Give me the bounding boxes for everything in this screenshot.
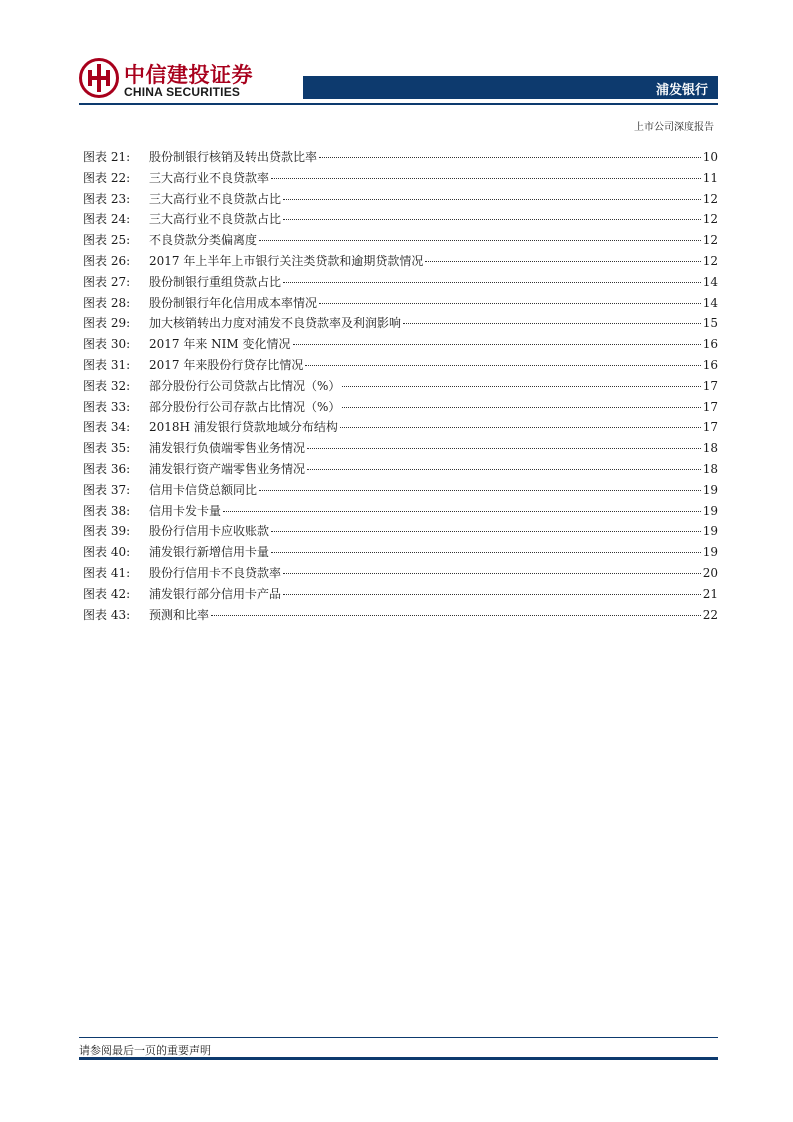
toc-dot-leader <box>259 490 701 491</box>
toc-entry[interactable] <box>83 335 718 356</box>
toc-figure-title: 2017 年来 NIM 变化情况 <box>149 337 291 352</box>
toc-dot-leader <box>342 386 700 387</box>
toc-entry[interactable] <box>83 190 718 211</box>
toc-figure-label: 图表 30: <box>83 337 131 352</box>
toc-entry[interactable] <box>83 294 718 315</box>
toc-figure-label: 图表 26: <box>83 253 131 268</box>
toc-figure-title: 部分股份行公司存款占比情况（%） <box>149 399 341 414</box>
table-of-figures <box>83 148 718 626</box>
toc-dot-leader <box>271 178 701 179</box>
toc-figure-title: 股份行信用卡不良贷款率 <box>149 565 282 580</box>
toc-figure-title: 2017 年上半年上市银行关注类贷款和逾期贷款情况 <box>149 253 424 268</box>
toc-figure-title: 股份制银行重组贷款占比 <box>149 274 282 289</box>
header-rule <box>79 103 718 105</box>
toc-figure-label: 图表 31: <box>83 357 131 372</box>
toc-figure-label: 图表 29: <box>83 316 131 331</box>
toc-entry[interactable] <box>83 231 718 252</box>
china-securities-logo <box>79 58 254 104</box>
toc-figure-label: 图表 25: <box>83 233 131 248</box>
toc-figure-title: 股份行信用卡应收账款 <box>149 524 270 539</box>
toc-figure-label: 图表 34: <box>83 420 131 435</box>
toc-figure-title: 浦发银行新增信用卡量 <box>149 545 270 560</box>
toc-entry[interactable] <box>83 398 718 419</box>
toc-page-number: 15 <box>702 316 718 331</box>
toc-entry[interactable] <box>83 356 718 377</box>
toc-figure-label: 图表 36: <box>83 461 131 476</box>
toc-page-number: 17 <box>702 378 718 393</box>
toc-entry[interactable] <box>83 606 718 627</box>
toc-figure-label: 图表 37: <box>83 482 131 497</box>
toc-dot-leader <box>271 531 701 532</box>
toc-dot-leader <box>307 448 701 449</box>
company-name: 浦发银行 <box>655 83 708 98</box>
toc-dot-leader <box>283 219 701 220</box>
toc-dot-leader <box>319 157 701 158</box>
toc-figure-title: 三大高行业不良贷款率 <box>149 170 270 185</box>
toc-page-number: 14 <box>702 295 718 310</box>
toc-dot-leader <box>283 199 701 200</box>
toc-page-number: 12 <box>702 212 718 227</box>
toc-page-number: 19 <box>702 482 718 497</box>
toc-entry[interactable] <box>83 502 718 523</box>
toc-dot-leader <box>283 573 701 574</box>
toc-figure-title: 股份制银行核销及转出贷款比率 <box>149 150 318 164</box>
toc-figure-label: 图表 43: <box>83 607 131 622</box>
logo-english-name: CHINA SECURITIES <box>124 85 241 99</box>
report-type: 上市公司深度报告 <box>634 122 714 133</box>
toc-figure-title: 信用卡信贷总额同比 <box>149 482 258 497</box>
china-securities-logo-icon <box>79 58 119 98</box>
toc-page-number: 19 <box>702 524 718 539</box>
toc-figure-label: 图表 40: <box>83 545 131 560</box>
footer-rule <box>79 1037 718 1038</box>
toc-dot-leader <box>307 469 701 470</box>
toc-figure-title: 浦发银行部分信用卡产品 <box>149 586 282 601</box>
toc-page-number: 16 <box>702 337 718 352</box>
footer-bar <box>79 1057 718 1060</box>
toc-page-number: 17 <box>702 420 718 435</box>
toc-page-number: 14 <box>702 274 718 289</box>
toc-figure-label: 图表 38: <box>83 503 131 518</box>
toc-dot-leader <box>340 427 701 428</box>
toc-figure-label: 图表 28: <box>83 295 131 310</box>
toc-figure-title: 三大高行业不良贷款占比 <box>149 212 282 227</box>
toc-entry[interactable] <box>83 481 718 502</box>
header-bar <box>303 76 718 99</box>
toc-figure-title: 信用卡发卡量 <box>149 503 222 518</box>
toc-page-number: 20 <box>702 565 718 580</box>
toc-figure-title: 加大核销转出力度对浦发不良贷款率及利润影响 <box>149 316 402 331</box>
toc-entry[interactable] <box>83 585 718 606</box>
toc-figure-label: 图表 21: <box>83 150 131 164</box>
toc-entry[interactable] <box>83 210 718 231</box>
footer-disclaimer: 请参阅最后一页的重要声明 <box>79 1044 211 1057</box>
toc-page-number: 19 <box>702 545 718 560</box>
toc-figure-title: 浦发银行资产端零售业务情况 <box>149 461 306 476</box>
toc-dot-leader <box>319 303 701 304</box>
toc-page-number: 18 <box>702 461 718 476</box>
logo-chinese-name: 中信建投证券 <box>124 63 253 87</box>
toc-figure-title: 三大高行业不良贷款占比 <box>149 191 282 206</box>
toc-entry[interactable] <box>83 460 718 481</box>
toc-page-number: 16 <box>702 357 718 372</box>
toc-entry[interactable] <box>83 314 718 335</box>
toc-page-number: 17 <box>702 399 718 414</box>
toc-entry[interactable] <box>83 377 718 398</box>
toc-figure-title: 股份制银行年化信用成本率情况 <box>149 295 318 310</box>
toc-figure-label: 图表 27: <box>83 274 131 289</box>
toc-entry[interactable] <box>83 439 718 460</box>
toc-figure-title: 预测和比率 <box>149 607 210 622</box>
toc-entry[interactable] <box>83 418 718 439</box>
toc-figure-title: 2018H 浦发银行贷款地域分布结构 <box>149 420 338 435</box>
toc-page-number: 18 <box>702 441 718 456</box>
toc-page-number: 12 <box>702 253 718 268</box>
toc-dot-leader <box>259 240 701 241</box>
toc-page-number: 19 <box>702 503 718 518</box>
toc-dot-leader <box>271 552 701 553</box>
toc-page-number: 21 <box>702 586 718 601</box>
toc-page-number: 10 <box>702 150 718 164</box>
toc-figure-label: 图表 41: <box>83 565 131 580</box>
toc-figure-title: 部分股份行公司贷款占比情况（%） <box>149 378 341 393</box>
toc-page-number: 22 <box>702 607 718 622</box>
toc-figure-label: 图表 23: <box>83 191 131 206</box>
toc-figure-title: 2017 年来股份行贷存比情况 <box>149 357 304 372</box>
toc-entry[interactable] <box>83 564 718 585</box>
toc-entry[interactable] <box>83 169 718 190</box>
toc-dot-leader <box>223 511 701 512</box>
toc-page-number: 12 <box>702 233 718 248</box>
toc-entry[interactable] <box>83 543 718 564</box>
toc-page-number: 11 <box>702 170 718 185</box>
toc-figure-label: 图表 42: <box>83 586 131 601</box>
toc-figure-label: 图表 24: <box>83 212 131 227</box>
toc-figure-label: 图表 22: <box>83 170 131 185</box>
toc-entry[interactable] <box>83 148 718 169</box>
toc-dot-leader <box>425 261 700 262</box>
toc-dot-leader <box>283 594 701 595</box>
toc-dot-leader <box>403 323 701 324</box>
toc-figure-label: 图表 39: <box>83 524 131 539</box>
toc-figure-label: 图表 33: <box>83 399 131 414</box>
toc-entry[interactable] <box>83 522 718 543</box>
toc-dot-leader <box>342 407 700 408</box>
toc-dot-leader <box>283 282 701 283</box>
toc-figure-label: 图表 35: <box>83 441 131 456</box>
toc-entry[interactable] <box>83 252 718 273</box>
toc-figure-label: 图表 32: <box>83 378 131 393</box>
toc-dot-leader <box>293 344 701 345</box>
toc-dot-leader <box>211 615 701 616</box>
toc-entry[interactable] <box>83 273 718 294</box>
toc-page-number: 12 <box>702 191 718 206</box>
toc-dot-leader <box>305 365 700 366</box>
toc-figure-title: 浦发银行负债端零售业务情况 <box>149 441 306 456</box>
toc-figure-title: 不良贷款分类偏离度 <box>149 233 258 248</box>
